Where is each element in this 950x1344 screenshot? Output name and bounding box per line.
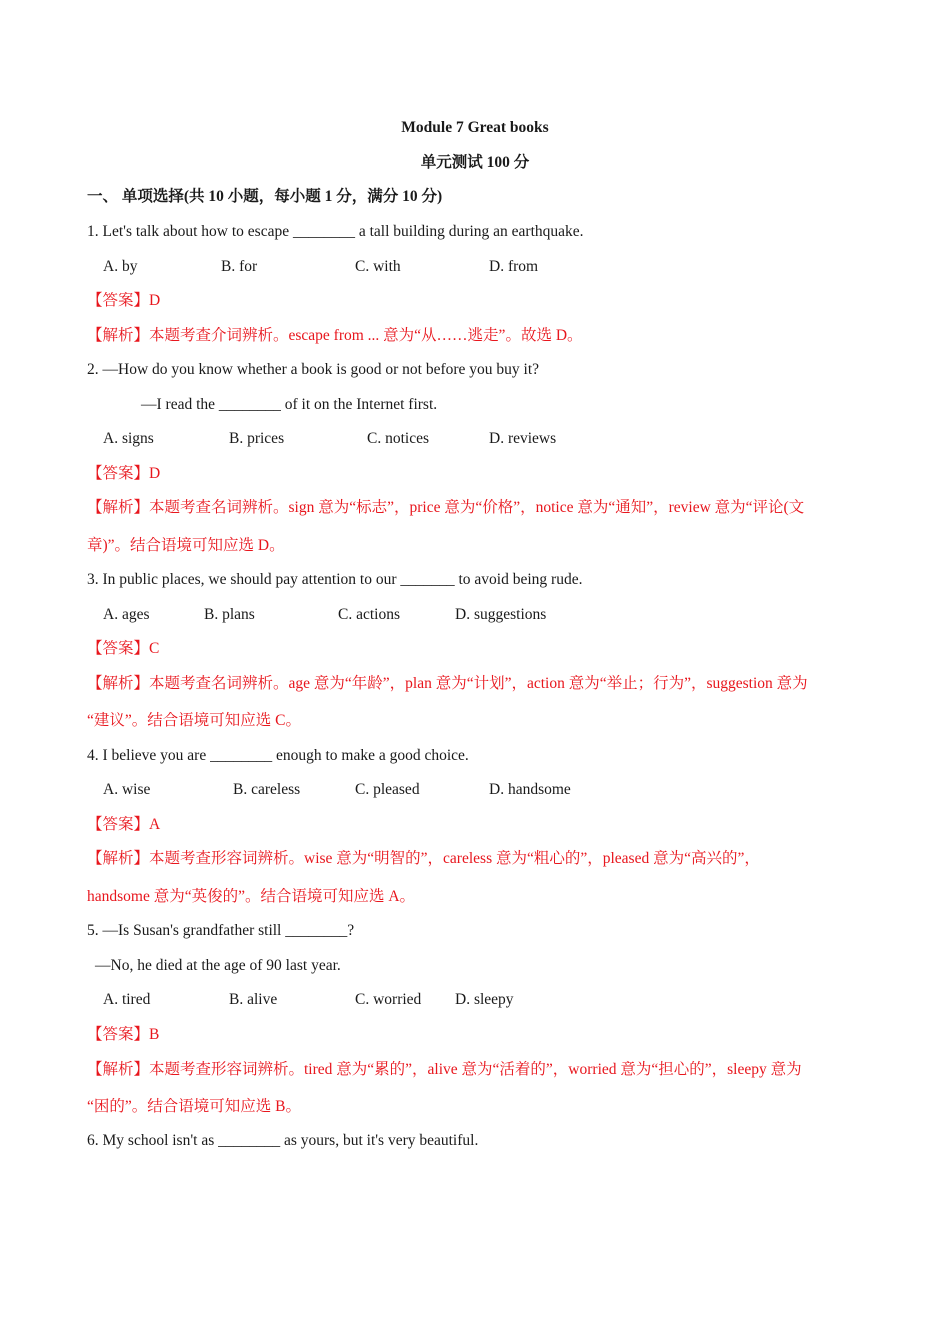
analysis-line-cont: “建议”。结合语境可知应选 C。	[87, 712, 301, 729]
option-d: D. from	[489, 258, 539, 275]
option-a: A. by	[103, 258, 138, 275]
question-stem: 2. —How do you know whether a book is good or not before you buy it?	[87, 361, 540, 378]
question-reply: —I read the ________ of it on the Internet first.	[141, 396, 438, 413]
analysis-line: 【解析】本题考查形容词辨析。wise 意为“明智的”，careless 意为“粗心的”，pleased 意为“高兴的”，	[87, 850, 760, 867]
option-c: C. actions	[338, 606, 400, 623]
option-c: C. notices	[367, 430, 429, 447]
analysis-line: 【解析】本题考查形容词辨析。tired 意为“累的”，alive 意为“活着的”，worried 意为“担心的”，sleepy 意为	[87, 1061, 802, 1078]
answer-line: 【答案】A	[87, 816, 161, 833]
section-heading: 一、 单项选择(共 10 小题，每小题 1 分，满分 10 分)	[87, 188, 443, 205]
question-stem: 3. In public places, we should pay attention to our _______ to avoid being rude.	[87, 571, 583, 588]
option-c: C. worried	[355, 991, 422, 1008]
option-b: B. careless	[233, 781, 301, 798]
option-b: B. prices	[229, 430, 285, 447]
question-stem: 4. I believe you are ________ enough to make a good choice.	[87, 747, 469, 764]
question-reply: —No, he died at the age of 90 last year.	[95, 957, 341, 974]
option-d: D. handsome	[489, 781, 571, 798]
option-b: B. alive	[229, 991, 278, 1008]
document-title: Module 7 Great books	[401, 119, 549, 136]
option-b: B. plans	[204, 606, 255, 623]
answer-line: 【答案】D	[87, 465, 161, 482]
analysis-line-cont: handsome 意为“英俊的”。结合语境可知应选 A。	[87, 888, 416, 905]
option-d: D. suggestions	[455, 606, 547, 623]
question-stem: 6. My school isn't as ________ as yours, but it's very beautiful.	[87, 1132, 479, 1149]
analysis-line-cont: 章)”。结合语境可知应选 D。	[87, 537, 285, 554]
answer-line: 【答案】D	[87, 292, 161, 309]
analysis-line-cont: “困的”。结合语境可知应选 B。	[87, 1098, 301, 1115]
answer-line: 【答案】C	[87, 640, 160, 657]
answer-line: 【答案】B	[87, 1026, 160, 1043]
option-c: C. pleased	[355, 781, 420, 798]
option-a: A. ages	[103, 606, 150, 623]
analysis-line: 【解析】本题考查名词辨析。age 意为“年龄”，plan 意为“计划”，action 意为“举止；行为”，suggestion 意为	[87, 675, 808, 692]
analysis-line: 【解析】本题考查介词辨析。escape from ... 意为“从……逃走”。故选 D。	[87, 327, 583, 344]
document-subtitle: 单元测试 100 分	[420, 154, 530, 171]
option-c: C. with	[355, 258, 401, 275]
option-a: A. tired	[103, 991, 151, 1008]
option-a: A. wise	[103, 781, 151, 798]
option-d: D. reviews	[489, 430, 557, 447]
question-stem: 1. Let's talk about how to escape ________ a tall building during an earthquake.	[87, 223, 584, 240]
question-stem: 5. —Is Susan's grandfather still ________?	[87, 922, 355, 939]
analysis-line: 【解析】本题考查名词辨析。sign 意为“标志”，price 意为“价格”，notice 意为“通知”，review 意为“评论(文	[87, 499, 805, 516]
option-b: B. for	[221, 258, 258, 275]
option-a: A. signs	[103, 430, 154, 447]
option-d: D. sleepy	[455, 991, 514, 1008]
